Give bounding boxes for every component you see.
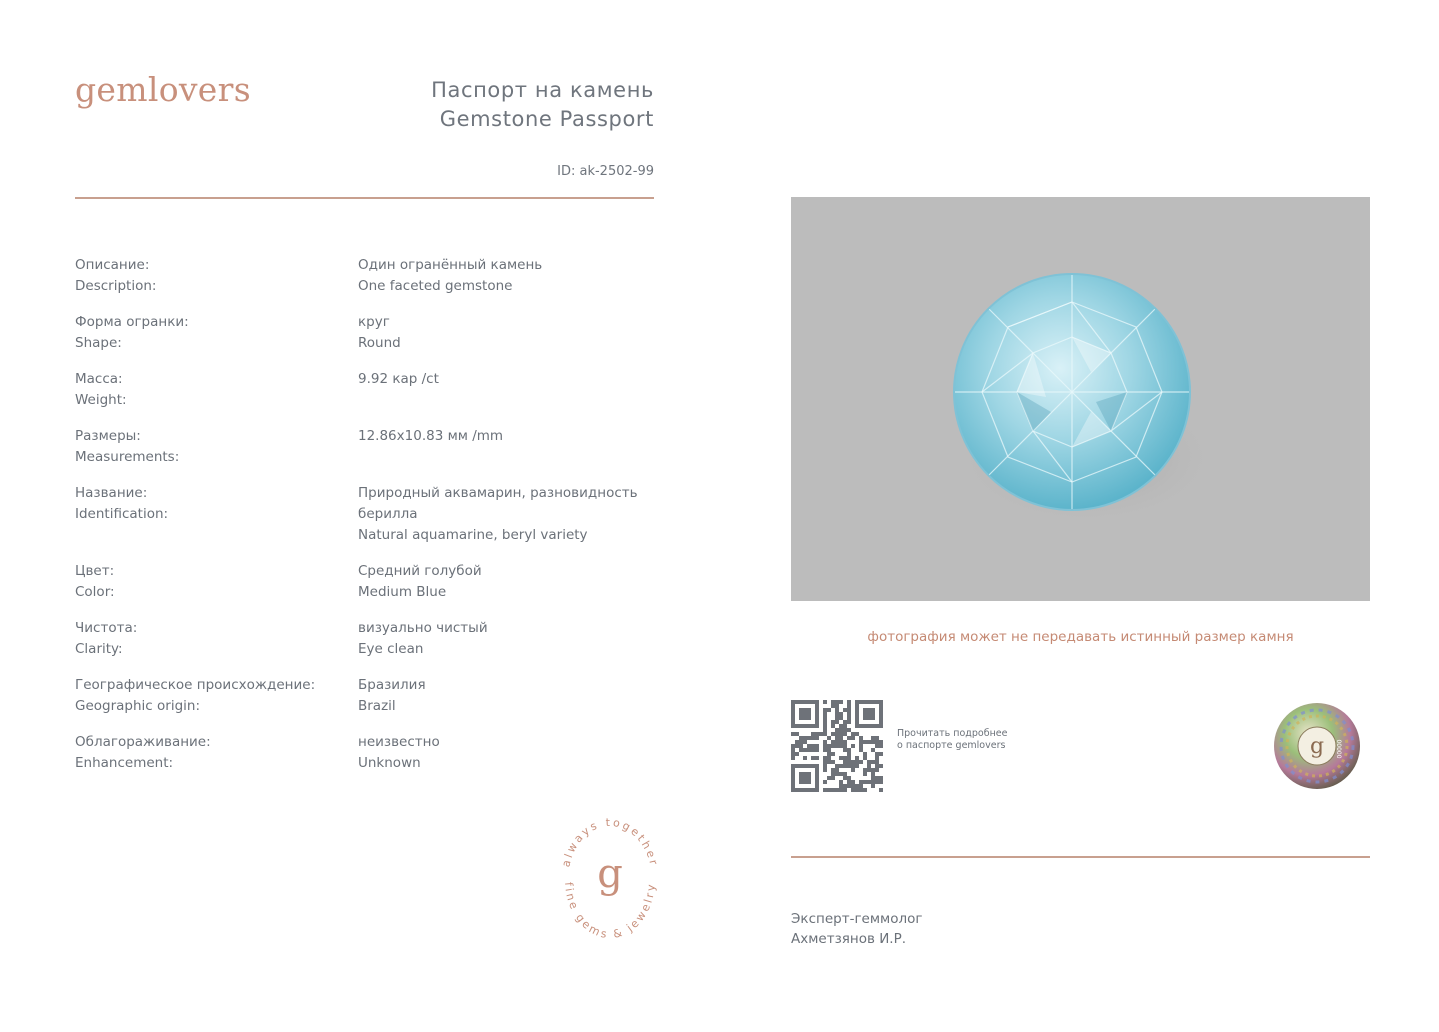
- property-label-en: Identification:: [75, 506, 169, 522]
- property-row: [75, 483, 665, 546]
- property-row: [75, 561, 665, 603]
- seal-top-text: always together: [559, 815, 661, 869]
- property-label-ru: Описание:: [75, 257, 150, 273]
- property-value: [358, 732, 658, 774]
- property-value-line: Natural aquamarine, beryl variety: [358, 527, 588, 543]
- brand-logo: gemlovers: [75, 70, 251, 109]
- property-row: [75, 675, 665, 717]
- hologram-sticker: [1273, 702, 1361, 790]
- property-value-line: Природный аквамарин, разновидность: [358, 485, 638, 501]
- qr-caption-line1: Прочитать подробнее: [897, 728, 1008, 739]
- property-label-ru: Название:: [75, 485, 148, 501]
- property-row: [75, 732, 665, 774]
- qr-code[interactable]: [791, 700, 883, 792]
- hologram-letter: g: [1309, 734, 1325, 759]
- qr-code-image[interactable]: [791, 700, 883, 792]
- expert-title: Эксперт-геммолог: [791, 911, 923, 927]
- hologram-serial: 00000: [1335, 739, 1342, 759]
- property-label: [75, 369, 358, 411]
- property-value-line: Round: [358, 335, 401, 351]
- property-label-ru: Цвет:: [75, 563, 115, 579]
- property-value: [358, 618, 658, 660]
- property-value-line: 9.92 кар /ct: [358, 371, 439, 387]
- property-label: [75, 618, 358, 660]
- property-value-line: Бразилия: [358, 677, 426, 693]
- property-value-line: неизвестно: [358, 734, 440, 750]
- hologram-icon: [1273, 702, 1361, 790]
- property-row: [75, 255, 665, 297]
- property-label: [75, 312, 358, 354]
- title-ru: Паспорт на камень: [431, 78, 654, 102]
- header-divider: [75, 197, 654, 199]
- property-value-line: Eye clean: [358, 641, 424, 657]
- property-label-en: Enhancement:: [75, 755, 174, 771]
- property-label: [75, 732, 358, 774]
- property-label-ru: Облагораживание:: [75, 734, 211, 750]
- gemstone-photo: [791, 197, 1370, 601]
- property-label-en: Clarity:: [75, 641, 123, 657]
- property-value-line: Средний голубой: [358, 563, 482, 579]
- property-label-en: Color:: [75, 584, 115, 600]
- property-value: [358, 675, 658, 717]
- gemstone-image: [791, 197, 1370, 601]
- footer-divider: [791, 856, 1370, 858]
- property-label: [75, 483, 358, 546]
- property-value-line: визуально чистый: [358, 620, 488, 636]
- property-row: [75, 312, 665, 354]
- property-row: [75, 426, 665, 468]
- property-label: [75, 426, 358, 468]
- title-en: Gemstone Passport: [439, 107, 654, 131]
- expert-name: Ахметзянов И.Р.: [791, 931, 907, 947]
- property-value-line: One faceted gemstone: [358, 278, 513, 294]
- seal-bottom-text: fine gems & jewelry: [561, 881, 659, 942]
- property-label: [75, 255, 358, 297]
- property-label-ru: Географическое происхождение:: [75, 677, 316, 693]
- property-label-ru: Размеры:: [75, 428, 141, 444]
- expert-signature: [791, 909, 922, 949]
- property-label-ru: Чистота:: [75, 620, 138, 636]
- property-value-line: 12.86х10.83 мм /mm: [358, 428, 504, 444]
- property-row: [75, 618, 665, 660]
- seal-letter: g: [597, 851, 623, 897]
- property-label-ru: Масса:: [75, 371, 123, 387]
- property-label-ru: Форма огранки:: [75, 314, 189, 330]
- property-label-en: Weight:: [75, 392, 127, 408]
- properties-list: [75, 255, 665, 789]
- property-value-line: Unknown: [358, 755, 421, 771]
- property-row: [75, 369, 665, 411]
- passport-id: ID: ak-2502-99: [557, 164, 654, 179]
- property-value-line: Brazil: [358, 698, 396, 714]
- property-value-line: Один огранённый камень: [358, 257, 543, 273]
- qr-caption-line2: о паспорте gemlovers: [897, 740, 1006, 751]
- property-label: [75, 561, 358, 603]
- qr-caption: [897, 728, 1057, 752]
- property-value: [358, 255, 658, 297]
- property-label-en: Description:: [75, 278, 157, 294]
- property-value-line: берилла: [358, 506, 418, 522]
- property-label-en: Shape:: [75, 335, 122, 351]
- property-label: [75, 675, 358, 717]
- property-value-line: круг: [358, 314, 390, 330]
- property-value: [358, 369, 658, 411]
- brand-seal: [557, 810, 663, 948]
- property-value: [358, 312, 658, 354]
- photo-disclaimer: фотография может не передавать истинный размер камня: [867, 629, 1294, 645]
- property-value: [358, 483, 658, 546]
- property-value: [358, 426, 658, 468]
- property-label-en: Geographic origin:: [75, 698, 200, 714]
- passport-title: [360, 76, 654, 134]
- brand-seal-icon: [557, 810, 663, 948]
- property-value: [358, 561, 658, 603]
- property-value-line: Medium Blue: [358, 584, 447, 600]
- property-label-en: Measurements:: [75, 449, 180, 465]
